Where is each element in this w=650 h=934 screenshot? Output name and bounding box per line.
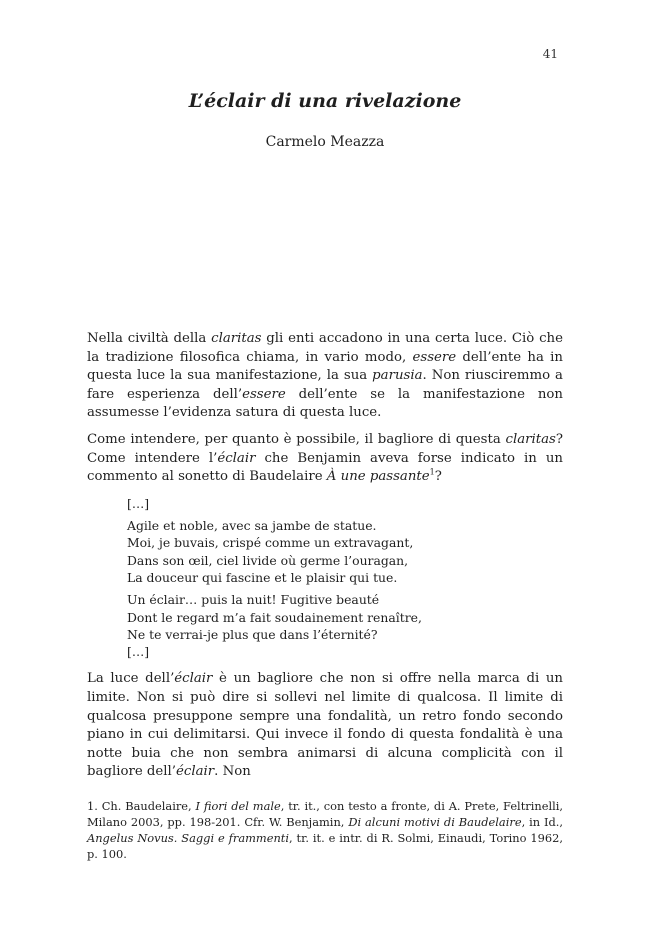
text-run: ? — [434, 469, 442, 485]
italic-term: éclair — [217, 450, 256, 466]
text-run: gli enti accadono in una certa luce. Ciò che la tradizione filosofica chiama, in vario modo, — [87, 331, 563, 365]
poem-ellipsis: […] — [127, 495, 150, 511]
poem-line: Agile et noble, avec sa jambe de statue. — [127, 518, 377, 534]
paragraph-2 — [87, 431, 563, 487]
italic-term: claritas — [211, 331, 262, 346]
poem-line: Ne te verrai-je plus que dans l’éternité? — [127, 626, 378, 642]
text-run: ? Come intendere l’ — [87, 431, 563, 466]
italic-term: parusia — [372, 368, 423, 384]
text-run: . Non riusciremmo a fare esperienza dell’ — [87, 368, 563, 402]
poem-line: Dont le regard m’a fait soudainement renaître, — [127, 609, 422, 625]
text-run: . Non — [214, 764, 251, 780]
poem-ellipsis: […] — [127, 644, 150, 660]
italic-title: Di alcuni motivi di Baudelaire — [348, 815, 522, 829]
text-run: che Benjamin aveva forse indicato in un commento al sonetto di Baudelaire — [87, 450, 563, 485]
text-run: Nella civiltà della — [87, 331, 212, 346]
text-run: , tr. it., con testo a fronte, di A. Prete, Feltrinelli, Milano 2003, pp. 198-201. Cfr. W. Benjamin, — [87, 799, 563, 829]
author-name: Carmelo Meazza — [265, 134, 385, 150]
text-run: , in Id., — [521, 815, 564, 829]
text-run: è un bagliore che non si offre nella marca di un limite. Non si può dire si sollevi nel limite di qualcosa. Il limite di qualcosa presuppone sempre una fondalità, un retro fondo secondo piano in cui delimitarsi. Qui invece il fondo di questa fondalità è una notte buia che non sembra animarsi di alcuna complicità con il bagliore dell’ — [87, 671, 563, 780]
poem-quotation — [127, 495, 563, 661]
footnote-ref[interactable]: 1 — [429, 467, 435, 477]
italic-term: essere — [412, 349, 457, 365]
italic-term: éclair — [176, 764, 215, 780]
title-italic-part: L’éclair — [188, 90, 265, 112]
body-text — [87, 330, 563, 790]
poem-line: Dans son œil, ciel livide où germe l’ouragan, — [127, 552, 409, 568]
italic-term: À une passante — [326, 469, 430, 485]
poem-stanza-1 — [127, 517, 563, 586]
italic-term: éclair — [174, 671, 213, 687]
title-rest: di una rivelazione — [264, 90, 462, 112]
text-run: 1. Ch. Baudelaire, — [87, 799, 196, 813]
paragraph-3 — [87, 670, 563, 782]
italic-term: essere — [242, 386, 286, 402]
paragraph-1 — [87, 330, 563, 423]
italic-term: claritas — [505, 431, 556, 447]
page-number: 41 — [542, 47, 558, 61]
text-run: dell’ente ha in questa luce la sua manifestazione, la sua — [87, 349, 563, 384]
text-run: , tr. it. e intr. di R. Solmi, Einaudi, Torino 1962, p. 100. — [87, 831, 563, 861]
text-run: La luce dell’ — [87, 671, 175, 687]
poem-line: Un éclair… puis la nuit! Fugitive beauté — [127, 592, 380, 608]
footnote-1 — [87, 798, 563, 862]
text-run: dell’ente se la manifestazione non assumesse l’evidenza satura di questa luce. — [87, 386, 563, 421]
text-run: Come intendere, per quanto è possibile, il bagliore di questa — [87, 431, 506, 447]
italic-title: Angelus Novus. Saggi e frammenti — [87, 831, 290, 845]
poem-stanza-2 — [127, 591, 563, 660]
italic-title: I fiori del male — [195, 799, 281, 813]
poem-line: Moi, je buvais, crispé comme un extravagant, — [127, 535, 414, 551]
poem-line: La douceur qui fascine et le plaisir qui tue. — [127, 569, 398, 585]
article-title — [0, 90, 650, 112]
